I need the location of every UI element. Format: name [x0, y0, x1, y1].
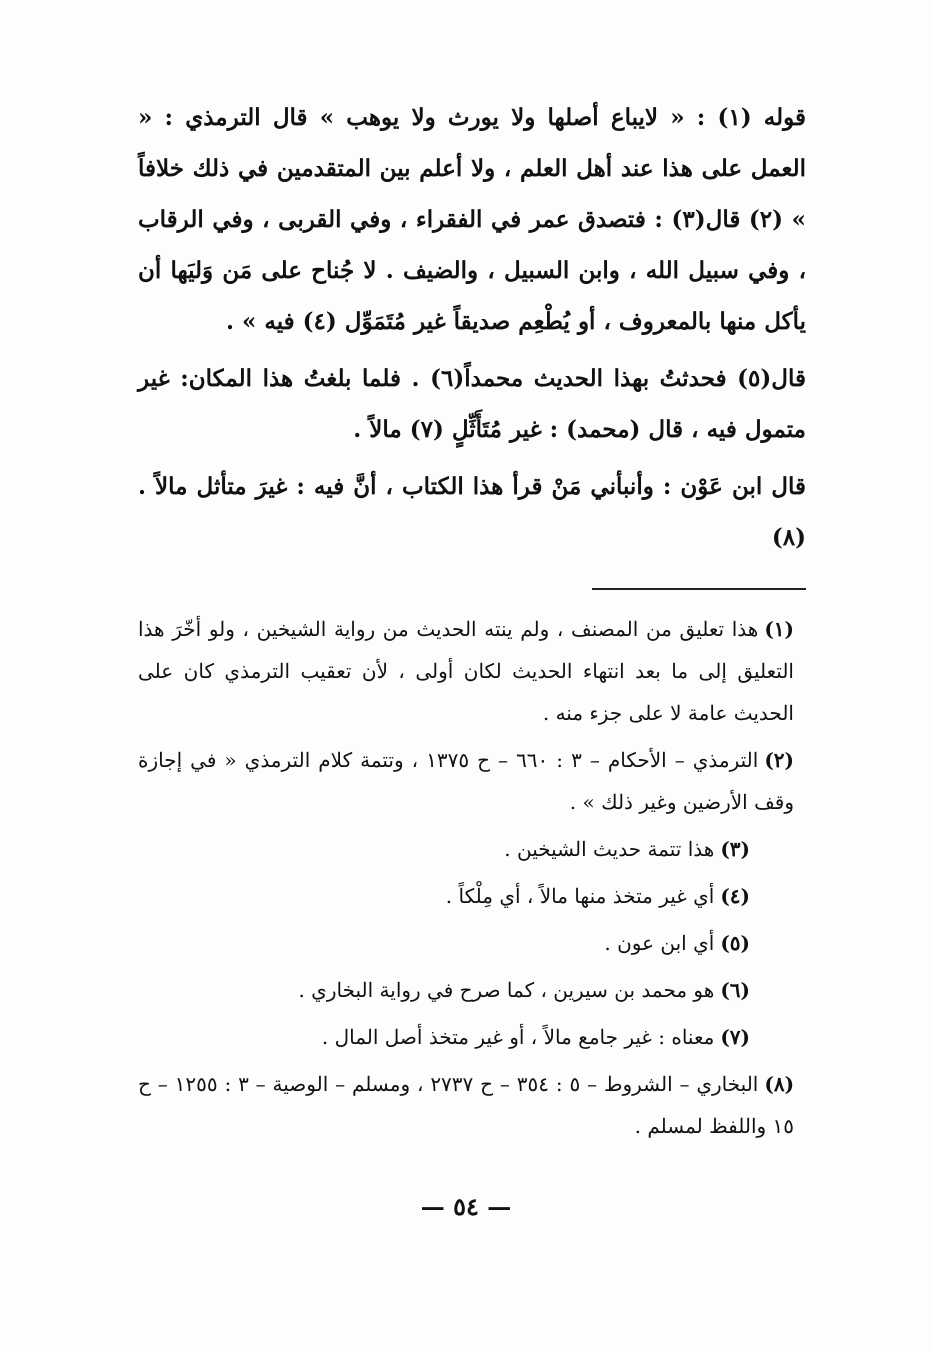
footnote-text: البخاري – الشروط – ٥ : ٣٥٤ – ح ٢٧٣٧ ، ومسلم – الوصية – ٣ : ١٢٥٥ – ح ١٥ واللفظ لمسلم . — [138, 1072, 794, 1138]
footnote-number: (٣) — [720, 837, 750, 861]
footnote-6 — [138, 969, 794, 1011]
footnote-number: (٤) — [720, 884, 750, 908]
page-number: — ٥٤ — — [420, 1192, 512, 1221]
footnote-text: أي غير متخذ منها مالاً ، أي مِلْكاً . — [445, 884, 715, 908]
main-text — [138, 92, 806, 569]
footnote-3 — [138, 828, 794, 870]
paragraph-2: قال(٥) فحدثتُ بهذا الحديث محمداً(٦) . فلما بلغتُ هذا المكان: غير متمول فيه ، قال (محمد) : غير مُتَأَثِّلٍ (٧) مالاً . — [138, 365, 806, 443]
footnote-number: (١) — [764, 617, 794, 641]
footnote-2 — [138, 739, 794, 823]
footnote-5 — [138, 922, 794, 964]
footnote-text: هذا تتمة حديث الشيخين . — [504, 837, 715, 861]
footnote-text: هذا تعليق من المصنف ، ولم ينته الحديث من رواية الشيخين ، ولو أخّرَ هذا التعليق إلى ما بعد انتهاء الحديث لكان أولى ، لأن تعقيب الترمذي كان على الحديث عامة لا على جزء منه . — [138, 617, 794, 725]
footnotes — [138, 608, 794, 1152]
footnote-number: (٨) — [764, 1072, 795, 1096]
footnote-number: (٢) — [764, 748, 794, 772]
footnote-number: (٥) — [720, 931, 750, 955]
footnote-7 — [138, 1016, 794, 1058]
footnote-separator — [592, 588, 806, 590]
footnote-number: (٧) — [720, 1025, 750, 1049]
footnote-text: الترمذي – الأحكام – ٣ : ٦٦٠ – ح ١٣٧٥ ، وتتمة كلام الترمذي « في إجازة وقف الأرضين وغير ذلك » . — [138, 748, 794, 814]
footnote-number: (٦) — [720, 978, 750, 1002]
footnote-1 — [138, 608, 794, 734]
footnote-4 — [138, 875, 794, 917]
footnote-text: أي ابن عون . — [604, 931, 715, 955]
paragraph-1: قوله (١) : « لايباع أصلها ولا يورث ولا يوهب » قال الترمذي : « العمل على هذا عند أهل العلم ، ولا أعلم بين المتقدمين في ذلك خلافاً » (٢) قال(٣) : فتصدق عمر في الفقراء ، وفي القربى ، وفي الرقاب ، وفي سبيل الله ، وابن السبيل ، والضيف . لا جُناح على مَن وَليَها أن يأكل منها بالمعروف ، أو يُطْعِم صديقاً غير مُتَمَوِّل (٤) فيه » . — [138, 104, 807, 335]
paragraph-3: قال ابن عَوْن : وأنبأني مَنْ قرأ هذا الكتاب ، أنَّ فيه : غيرَ متأثل مالاً . (٨) — [138, 473, 806, 551]
footnote-text: هو محمد بن سيرين ، كما صرح في رواية البخاري . — [298, 978, 715, 1002]
footnote-text: معناه : غير جامع مالاً ، أو غير متخذ أصل المال . — [321, 1025, 715, 1049]
footnote-8 — [138, 1063, 794, 1147]
